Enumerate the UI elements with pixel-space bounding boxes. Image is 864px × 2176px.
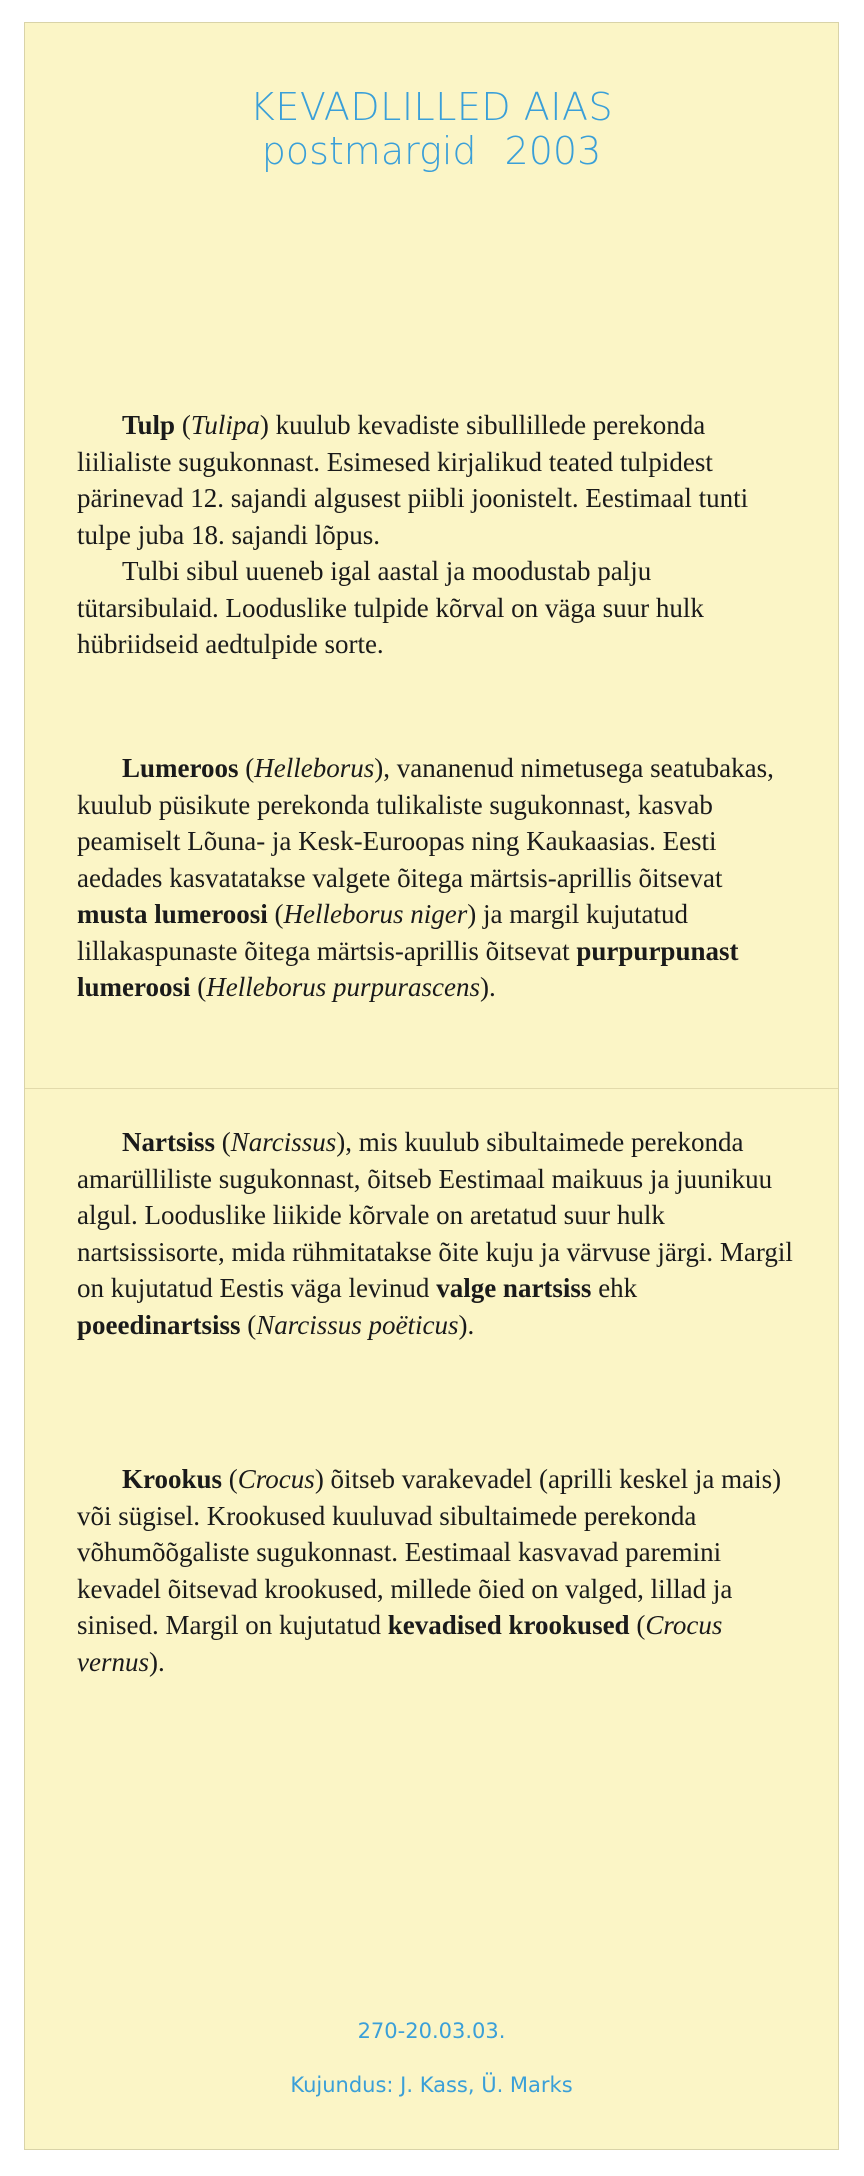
nartsiss-bold-2: poeedinartsiss	[77, 1309, 241, 1340]
lumeroos-paragraph	[77, 750, 799, 1006]
section-tulp	[77, 407, 799, 663]
page-title: KEVADLILLED AIAS	[249, 85, 614, 129]
print-code: 270-20.03.03.	[357, 2019, 506, 2043]
lumeroos-text-3: ) ja margil kujutatud lillakaspunaste õitega märtsis-aprillis õitsevat	[77, 899, 688, 966]
booklet-pane	[24, 22, 839, 2150]
lumeroos-text-1: ), vananenud nimetusega seatubakas, kuulub püsikute perekonda tulikaliste sugukonnast, kasvab peamiselt Lõuna- ja Kesk-Euroopas ning Kaukaasias. Eesti aedades kasvatatakse valgete õitega märtsis-aprillis õitsevat	[77, 753, 774, 893]
page-subtitle	[25, 129, 838, 173]
krookus-text-2: (	[636, 1610, 646, 1640]
tulp-latin: Tulipa	[190, 410, 260, 440]
lumeroos-latin: Helleborus	[254, 753, 375, 783]
lumeroos-latin-2: Helleborus niger	[283, 899, 468, 929]
nartsiss-paragraph	[77, 1124, 799, 1343]
nartsiss-text-2: ehk	[598, 1273, 638, 1303]
design-credit: Kujundus: J. Kass, Ü. Marks	[290, 2073, 573, 2097]
lumeroos-bold-1: musta lumeroosi	[77, 899, 268, 929]
krookus-text-1: ) õitseb varakevadel (aprilli keskel ja mais) või sügisel. Krookused kuuluvad sibultaimede perekonda võhumõõgaliste sugukonnast. Eestimaal kasvavad paremini kevadel õitsevad krookused, millede õied on valged, lillad ja sinised. Margil on kujutatud	[77, 1464, 782, 1640]
tulp-paragraph-1	[77, 407, 799, 553]
nartsiss-text-1: ), mis kuulub sibultaimede perekonda amarülliliste sugukonnast, õitseb Eestimaal maikuus ja juunikuu algul. Looduslike liikide kõrvale on aretatud suur hulk nartsissisorte, mida rühmitatakse õite kuju ja värvuse järgi. Margil on kujutatud Eestis väga levinud	[77, 1127, 793, 1303]
lumeroos-text-5: ).	[479, 972, 496, 1002]
nartsiss-bold-1: valge nartsiss	[436, 1273, 592, 1303]
nartsiss-name: Nartsiss	[122, 1127, 215, 1157]
tulp-paren: (	[181, 410, 191, 440]
lumeroos-text-2: (	[274, 899, 284, 929]
tulp-name: Tulp	[122, 410, 176, 440]
lumeroos-name: Lumeroos	[122, 753, 239, 783]
fold-line	[25, 1088, 838, 1089]
krookus-bold-1: kevadised krookused	[387, 1610, 630, 1640]
year-text: 2003	[504, 129, 602, 173]
section-nartsiss	[77, 1124, 799, 1343]
krookus-latin: Crocus	[237, 1464, 315, 1494]
lumeroos-text-4: (	[197, 972, 207, 1002]
nartsiss-paren: (	[221, 1127, 231, 1157]
krookus-latin-2: Crocus vernus	[77, 1610, 723, 1677]
krookus-text-3: ).	[148, 1646, 165, 1677]
header	[25, 85, 838, 173]
lumeroos-paren: (	[245, 753, 255, 783]
krookus-paren: (	[228, 1464, 238, 1494]
nartsiss-latin-2: Narcissus poëticus	[256, 1309, 459, 1340]
section-krookus	[77, 1461, 799, 1680]
lumeroos-bold-2: purpurpunast lumeroosi	[77, 935, 739, 1002]
nartsiss-text-3: (	[247, 1309, 257, 1340]
tulp-paragraph-2: Tulbi sibul uueneb igal aastal ja moodustab palju tütarsibulaid. Looduslike tulpide kõrval on väga suur hulk hübriidseid aedtulpide sorte.	[77, 556, 704, 659]
nartsiss-latin: Narcissus	[230, 1127, 337, 1157]
subtitle-text: postmargid	[261, 129, 477, 173]
tulp-text-1: ) kuulub kevadiste sibullillede perekonda liilialiste sugukonnast. Esimesed kirjalikud teated tulpidest pärinevad 12. sajandi algusest piibli joonistelt. Eestimaal tunti tulpe juba 18. sajandi lõpus.	[77, 410, 749, 550]
section-lumeroos	[77, 750, 799, 1006]
krookus-name: Krookus	[122, 1464, 223, 1494]
nartsiss-text-4: ).	[458, 1309, 475, 1340]
krookus-paragraph	[77, 1461, 799, 1680]
lumeroos-latin-3: Helleborus purpurascens	[206, 972, 480, 1002]
